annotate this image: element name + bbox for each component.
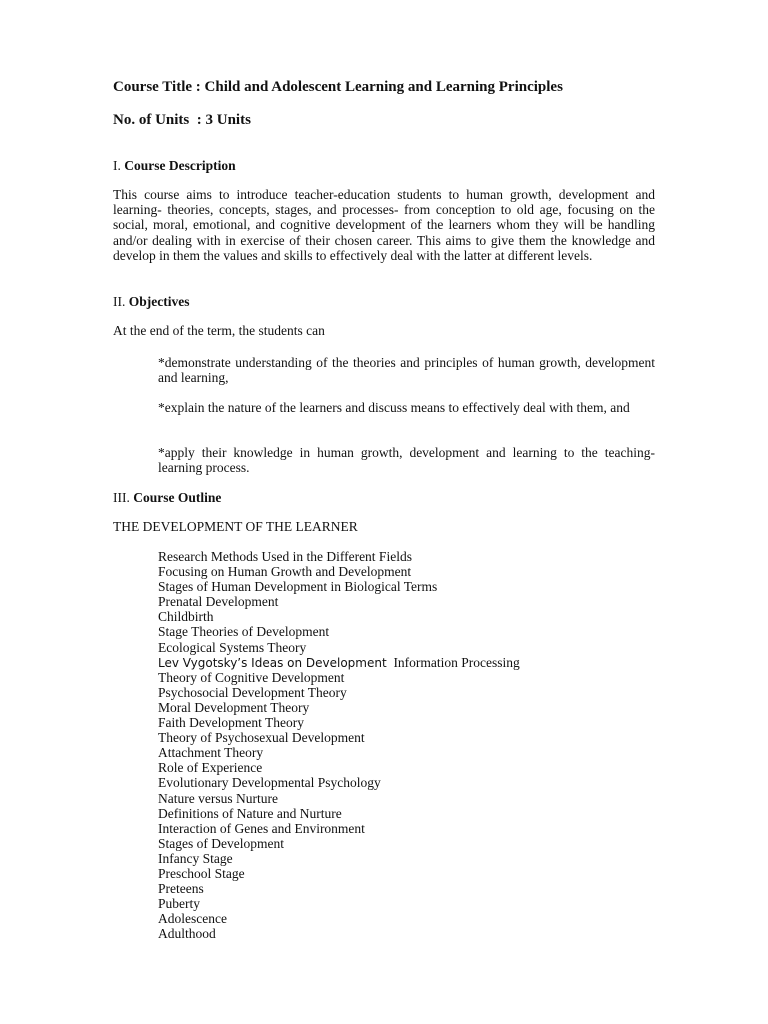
list-item: Ecological Systems Theory — [158, 639, 307, 655]
course-outline-list — [158, 549, 520, 941]
outline-heading: THE DEVELOPMENT OF THE LEARNER — [113, 519, 358, 534]
list-item: Theory of Cognitive Development — [158, 669, 345, 685]
list-item: Faith Development Theory — [158, 715, 304, 731]
list-item: Infancy Stage — [158, 850, 233, 866]
list-item: Attachment Theory — [158, 745, 264, 761]
objective-item: *explain the nature of the learners and discuss means to effectively deal with them, and — [158, 400, 630, 415]
objective-item: *demonstrate understanding of the theories and principles of human growth, development and learning, — [158, 355, 655, 386]
list-item: Moral Development Theory — [158, 699, 310, 715]
list-item: Preschool Stage — [158, 865, 245, 881]
list-item: Role of Experience — [158, 760, 263, 776]
section-label: Objectives — [128, 294, 190, 309]
list-item: Stage Theories of Development — [158, 624, 330, 640]
list-item — [158, 655, 520, 670]
list-item: Stages of Human Development in Biological Terms — [158, 579, 438, 595]
list-item: Nature versus Nurture — [158, 790, 278, 806]
section-heading-outline — [113, 490, 221, 506]
section-label: Course Description — [124, 158, 236, 173]
list-item: Stages of Development — [158, 835, 284, 851]
list-item-text: Lev Vygotsky’s Ideas on Development — [158, 655, 387, 670]
list-item: Evolutionary Developmental Psychology — [158, 775, 381, 791]
section-number: I. — [113, 158, 125, 173]
objectives-intro: At the end of the term, the students can — [113, 323, 325, 338]
list-item: Preteens — [158, 881, 204, 897]
list-item: Prenatal Development — [158, 594, 279, 610]
section-heading-description — [113, 158, 236, 174]
list-item: Puberty — [158, 896, 200, 912]
list-item: Theory of Psychosexual Development — [158, 730, 365, 746]
section-label: Course Outline — [133, 490, 222, 505]
section-number: II. — [113, 294, 129, 309]
list-item: Psychosocial Development Theory — [158, 684, 347, 700]
list-item: Definitions of Nature and Nurture — [158, 805, 342, 821]
course-description-text: This course aims to introduce teacher-education students to human growth, development and learning- theories, concepts, stages, and processes- from conception to old age, focusing on the social, moral, emotional, and cognitive development of the learners whom they will be handling and/or dealing with in exercise of their chosen career. This aims to give them the knowledge and develop in them the values and skills to effectively deal with the latter at different levels. — [113, 187, 655, 263]
list-item: Focusing on Human Growth and Development — [158, 564, 412, 580]
objective-item: *apply their knowledge in human growth, development and learning to the teaching-learning process. — [158, 445, 655, 476]
course-title: Course Title : Child and Adolescent Learning and Learning Principles — [113, 79, 563, 95]
list-item: Adolescence — [158, 911, 227, 927]
list-item: Research Methods Used in the Different Fields — [158, 549, 412, 564]
section-number: III. — [113, 490, 134, 505]
list-item: Interaction of Genes and Environment — [158, 820, 365, 836]
list-item: Childbirth — [158, 609, 214, 625]
course-units: No. of Units : 3 Units — [113, 112, 251, 128]
list-item-suffix: Information Processing — [386, 654, 520, 670]
list-item: Adulthood — [158, 926, 216, 942]
section-heading-objectives — [113, 294, 189, 310]
